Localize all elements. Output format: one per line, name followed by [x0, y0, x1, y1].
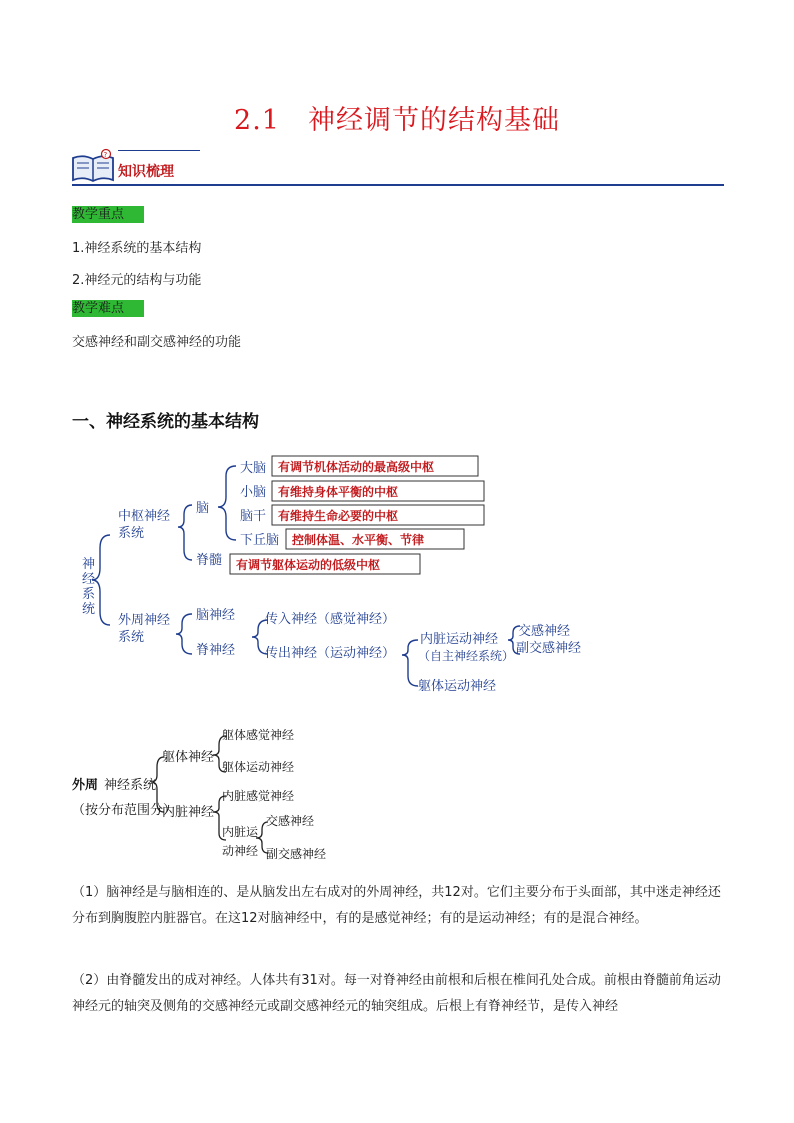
brain-part-label: 大脑: [240, 461, 267, 476]
peripheral-root-label: 神经系统: [104, 778, 157, 793]
brain-part-label: 脑干: [240, 509, 267, 524]
sympathetic-label: 交感神经: [518, 624, 571, 639]
focus-tag: [72, 206, 144, 223]
somatic-nerve-label: 躯体神经: [162, 750, 215, 765]
somatic-sensory-label: 躯体感觉神经: [222, 728, 295, 742]
autonomic-label: （自主神经系统）: [418, 649, 515, 663]
spinal-cord-label: 脊髓: [196, 553, 223, 568]
root-label-3: 系: [82, 587, 96, 602]
difficulty-item: 交感神经和副交感神经的功能: [72, 335, 242, 350]
brain-part-label: 下丘脑: [240, 533, 280, 548]
difficulty-tag: [72, 300, 144, 317]
brain-part-desc: 有调节机体活动的最高级中枢: [278, 460, 435, 474]
page-title: 2.1 神经调节的结构基础: [234, 105, 560, 136]
somatic-motor-label: 躯体运动神经: [222, 760, 295, 774]
spinal-nerve-label: 脊神经: [196, 643, 236, 658]
central-nerve-label: 系统: [118, 526, 145, 541]
cranial-nerve-label: 脑神经: [196, 608, 236, 623]
parasympathetic-label: 副交感神经: [516, 641, 582, 656]
root-label-4: 统: [82, 602, 96, 617]
focus-item: 1.神经系统的基本结构: [72, 241, 202, 256]
spinal-cord-desc: 有调节躯体运动的低级中枢: [236, 558, 381, 572]
visceral-sensory-label: 内脏感觉神经: [222, 789, 295, 803]
visceral-nerve-label: 内脏神经: [162, 805, 215, 820]
section-header-label: 知识梳理: [118, 164, 174, 180]
visceral-motor-label: 动神经: [222, 844, 259, 858]
paragraph: （1）脑神经是与脑相连的、是从脑发出左右成对的外周神经，共12对。它们主要分布于头面部，其中迷走神经还分布到胸腹腔内脏器官。在这12对脑神经中，有的是感觉神经；有的是运动神经；有的是混合神经。: [72, 885, 721, 926]
brain-part-label: 小脑: [240, 485, 267, 500]
focus-tag-label: 教学重点: [72, 207, 125, 222]
peripheral-root-sub: （按分布范围分）: [72, 803, 177, 818]
peripheral-root-label: 外周: [72, 778, 99, 793]
section-header-top-line: [118, 150, 200, 151]
brain-part-desc: 控制体温、水平衡、节律: [292, 533, 425, 547]
difficulty-tag-label: 教学难点: [72, 301, 125, 316]
brain-part-desc: 有维持生命必要的中枢: [278, 509, 399, 523]
paragraph: （2）由脊髓发出的成对神经。人体共有31对。每一对脊神经由前根和后根在椎间孔处合成。前根由脊髓前角运动神经元的轴突及侧角的交感神经元或副交感神经元的轴突组成。后根上有脊神经节，是传入神经: [72, 973, 721, 1014]
root-label-2: 经: [82, 572, 96, 587]
efferent-nerve-label: 传出神经（运动神经）: [265, 646, 396, 661]
section-heading: 一、神经系统的基本结构: [72, 412, 259, 432]
visceral-motor-label: 内脏运: [222, 825, 259, 839]
peripheral-distribution-diagram: [0, 718, 794, 868]
section-header-rule: [72, 184, 724, 186]
focus-item: 2.神经元的结构与功能: [72, 273, 202, 288]
svg-text:?: ?: [103, 151, 108, 159]
root-label-1: 神: [82, 557, 96, 572]
brain-label: 脑: [196, 501, 210, 516]
peripheral-nerve-label: 外周神经: [118, 613, 171, 628]
parasympathetic-label: 副交感神经: [266, 847, 327, 861]
afferent-nerve-label: 传入神经（感觉神经）: [265, 612, 396, 627]
book-icon: [70, 148, 116, 184]
nervous-system-diagram: [0, 440, 794, 700]
brain-part-desc: 有维持身体平衡的中枢: [278, 485, 399, 499]
sympathetic-label: 交感神经: [266, 814, 315, 828]
somatic-motor-label: 躯体运动神经: [418, 679, 497, 694]
peripheral-nerve-label: 系统: [118, 630, 145, 645]
central-nerve-label: 中枢神经: [118, 509, 171, 524]
visceral-motor-label: 内脏运动神经: [420, 632, 499, 647]
